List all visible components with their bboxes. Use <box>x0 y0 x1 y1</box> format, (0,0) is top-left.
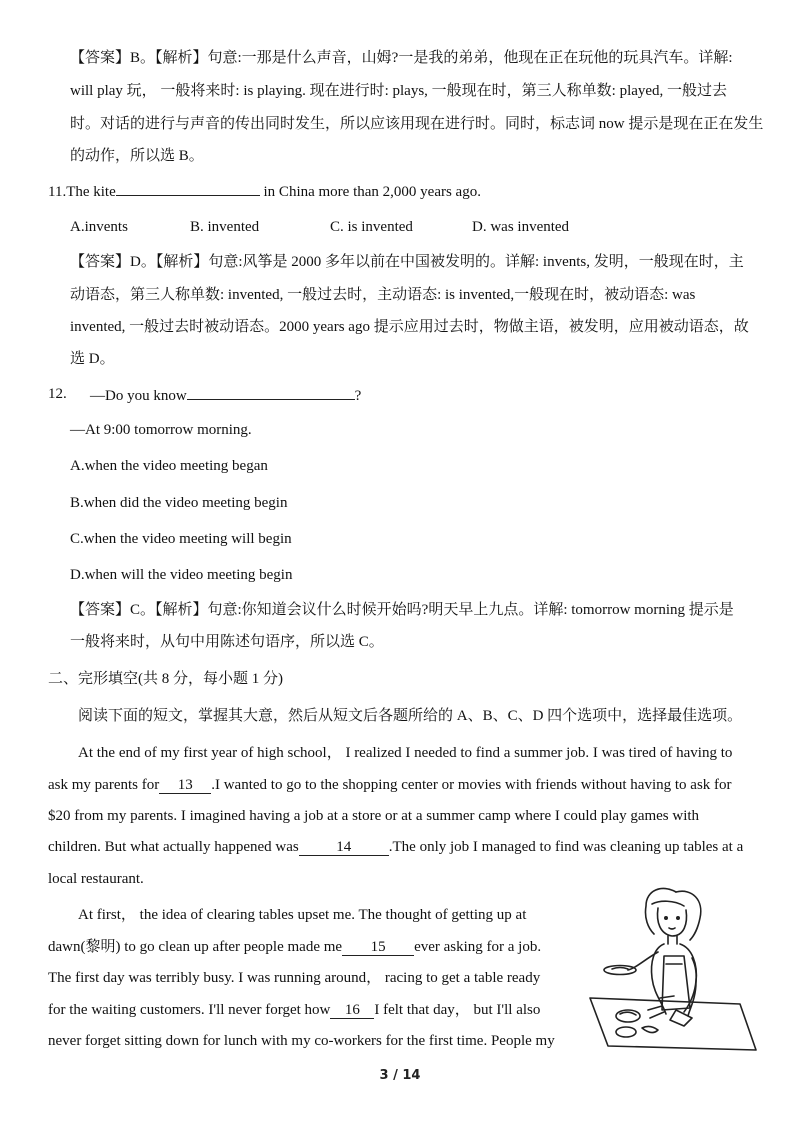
section-instruction: 阅读下面的短文，掌握其大意，然后从短文后各题所给的 A、B、C、D 四个选项中，选择最佳选项。 <box>78 708 743 724</box>
q10-answer-line-3: 时。对话的进行与声音的传出同时发生，所以应该用现在进行时。同时，标志词 now 提示是现在正在发生 <box>70 116 764 132</box>
passage-line <box>48 837 743 857</box>
q12-option-a: A.when the video meeting began <box>70 458 268 474</box>
q12-answer-blank <box>187 384 355 400</box>
passage-line <box>48 775 732 795</box>
q12-stem <box>90 384 361 406</box>
q11-stem-before: 11.The kite <box>48 184 116 200</box>
passage-line: local restaurant. <box>48 871 144 887</box>
passage-line: $20 from my parents. I imagined having a job at a store or at a summer camp where I could play games with <box>48 808 700 824</box>
q11-answer-line-3: invented, 一般过去时被动语态。2000 years ago 提示应用过去时，物做主语，被发明，应用被动语态，故 <box>70 319 749 335</box>
passage-text: children. But what actually happened was <box>48 839 299 855</box>
passage-text: .I wanted to go to the shopping center or movies with friends without having to ask for <box>211 777 732 793</box>
q11-stem-after: in China more than 2,000 years ago. <box>259 184 481 200</box>
q10-answer-line-4: 的动作，所以选 B。 <box>70 148 204 164</box>
blank-13: 13 <box>159 777 211 794</box>
q11-answer-line-2: 动语态，第三人称单数: invented, 一般过去时，主动语态: is invented,一般现在时，被动语态: was <box>70 287 696 303</box>
q12-option-b: B.when did the video meeting begin <box>70 495 288 511</box>
blank-15: 15 <box>342 939 414 956</box>
q11-answer-blank <box>116 180 260 196</box>
q11-option-d: D. was invented <box>472 219 570 235</box>
section-heading: 二、完形填空(共 8 分，每小题 1 分) <box>48 671 283 687</box>
q11-answer-line-1: 【答案】D。【解析】句意:风筝是 2000 多年以前在中国被发明的。详解: invents, 发明，一般现在时，主 <box>70 254 744 270</box>
q10-answer-line-2: will play 玩， 一般将来时: is playing. 现在进行时: plays, 一般现在时，第三人称单数: played, 一般过去 <box>70 83 728 99</box>
blank-16: 16 <box>330 1002 374 1019</box>
page-number: 3 / 14 <box>379 1068 421 1083</box>
passage-line: At the end of my first year of high school， I realized I needed to find a summer job. I was tired of having to <box>78 745 733 761</box>
passage-text: .The only job I managed to find was cleaning up tables at a <box>388 839 744 855</box>
q12-option-d: D.when will the video meeting begin <box>70 567 293 583</box>
q12-stem-before: —Do you know <box>90 388 187 404</box>
passage-line: never forget sitting down for lunch with my co-workers for the first time. People my <box>48 1033 555 1049</box>
passage-line: At first， the idea of clearing tables upset me. The thought of getting up at <box>78 907 527 923</box>
q12-answer-line-2: 一般将来时，从句中用陈述句语序，所以选 C。 <box>70 634 384 650</box>
passage-line: The first day was terribly busy. I was running around， racing to get a table ready <box>48 970 541 986</box>
passage-text: for the waiting customers. I'll never forget how <box>48 1002 331 1018</box>
passage-line <box>48 1000 540 1020</box>
q11-answer-line-4: 选 D。 <box>70 351 115 367</box>
blank-14: 14 <box>299 839 389 856</box>
q11-option-c: C. is invented <box>330 219 413 235</box>
q12-reply: —At 9:00 tomorrow morning. <box>70 422 252 438</box>
q12-stem-after: ? <box>354 388 362 404</box>
passage-text: dawn(黎明) to go clean up after people made me <box>48 939 343 955</box>
q11-option-a: A.invents <box>70 219 128 235</box>
passage-text: I felt that day， but I'll also <box>374 1002 541 1018</box>
waitress-illustration <box>580 878 760 1058</box>
passage-text: ask my parents for <box>48 777 160 793</box>
q12-answer-line-1: 【答案】C。【解析】句意:你知道会议什么时候开始吗?明天早上九点。详解: tomorrow morning 提示是 <box>70 602 734 618</box>
q11-stem <box>48 180 481 202</box>
q11-option-b: B. invented <box>190 219 260 235</box>
passage-line <box>48 937 541 957</box>
q12-number: 12. <box>48 386 67 402</box>
q12-option-c: C.when the video meeting will begin <box>70 531 292 547</box>
q10-answer-line-1: 【答案】B。【解析】句意:一那是什么声音，山姆?一是我的弟弟，他现在正在玩他的玩具汽车。详解: <box>70 50 733 66</box>
passage-text: ever asking for a job. <box>414 939 542 955</box>
